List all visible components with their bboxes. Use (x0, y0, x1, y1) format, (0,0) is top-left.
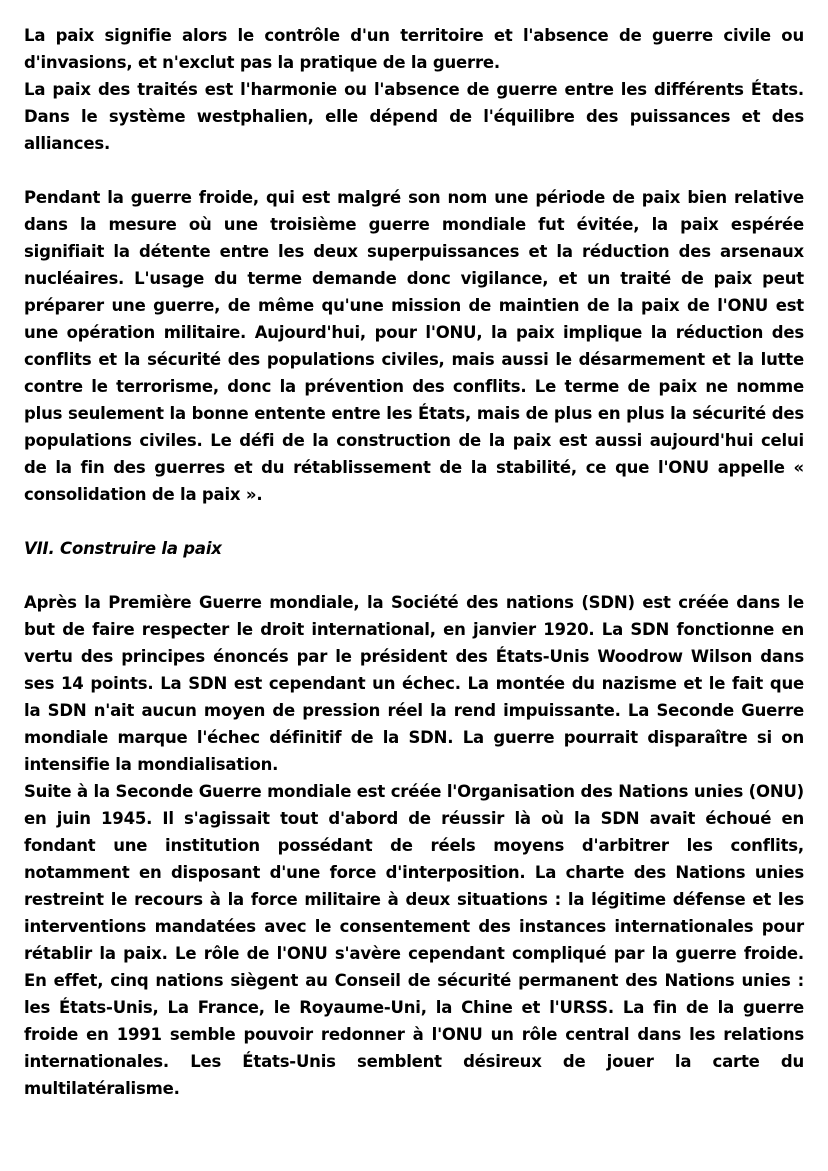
paragraph-spacer (24, 157, 804, 184)
paragraph-onu: Suite à la Seconde Guerre mondiale est créée l'Organisation des Nations unies (ONU) en juin 1945. Il s'agissait tout d'abord de réussir là où la SDN avait échoué en fondant une institution possédant de réels moyens d'arbitrer les conflits, notamment en disposant d'une force d'interposition. La charte des Nations unies restreint le recours à la force militaire à deux situations : la légitime défense et les interventions mandatées avec le consentement des instances internationales pour rétablir la paix. Le rôle de l'ONU s'avère cependant compliqué par la guerre froide. En effet, cinq nations siègent au Conseil de sécurité permanent des Nations unies : les États-Unis, La France, le Royaume-Uni, la Chine et l'URSS. La fin de la guerre froide en 1991 semble pouvoir redonner à l'ONU un rôle central dans les relations internationales. Les États-Unis semblent désireux de jouer la carte du multilatéralisme. (24, 782, 804, 1098)
paragraph-spacer (24, 508, 804, 535)
document-page (24, 22, 804, 1102)
paragraph-cold-war: Pendant la guerre froide, qui est malgré son nom une période de paix bien relative dans la mesure où une troisième guerre mondiale fut évitée, la paix espérée signifiait la détente entre les deux superpuissances et la réduction des arsenaux nucléaires. L'usage du terme demande donc vigilance, et un traité de paix peut préparer une guerre, de même qu'une mission de maintien de la paix de l'ONU est une opération militaire. Aujourd'hui, pour l'ONU, la paix implique la réduction des conflits et la sécurité des populations civiles, mais aussi le désarmement et la lutte contre le terrorisme, donc la prévention des conflits. Le terme de paix ne nomme plus seulement la bonne entente entre les États, mais de plus en plus la sécurité des populations civiles. Le défi de la construction de la paix est aussi aujourd'hui celui de la fin des guerres et du rétablissement de la stabilité, ce que l'ONU appelle « consolidation de la paix ». (24, 188, 804, 504)
paragraph-sdn: Après la Première Guerre mondiale, la Société des nations (SDN) est créée dans le but de faire respecter le droit international, en janvier 1920. La SDN fonctionne en vertu des principes énoncés par le président des États-Unis Woodrow Wilson dans ses 14 points. La SDN est cependant un échec. La montée du nazisme et le fait que la SDN n'ait aucun moyen de pression réel la rend impuissante. La Seconde Guerre mondiale marque l'échec définitif de la SDN. La guerre pourrait disparaître si on intensifie la mondialisation. (24, 593, 804, 774)
paragraph-peace-definition: La paix signifie alors le contrôle d'un territoire et l'absence de guerre civile ou d'invasions, et n'exclut pas la pratique de la guerre. (24, 26, 804, 72)
paragraph-spacer (24, 562, 804, 589)
section-heading: VII. Construire la paix (24, 539, 222, 558)
paragraph-treaties-peace: La paix des traités est l'harmonie ou l'absence de guerre entre les différents États. Dans le système westphalien, elle dépend de l'équilibre des puissances et des alliances. (24, 80, 804, 153)
